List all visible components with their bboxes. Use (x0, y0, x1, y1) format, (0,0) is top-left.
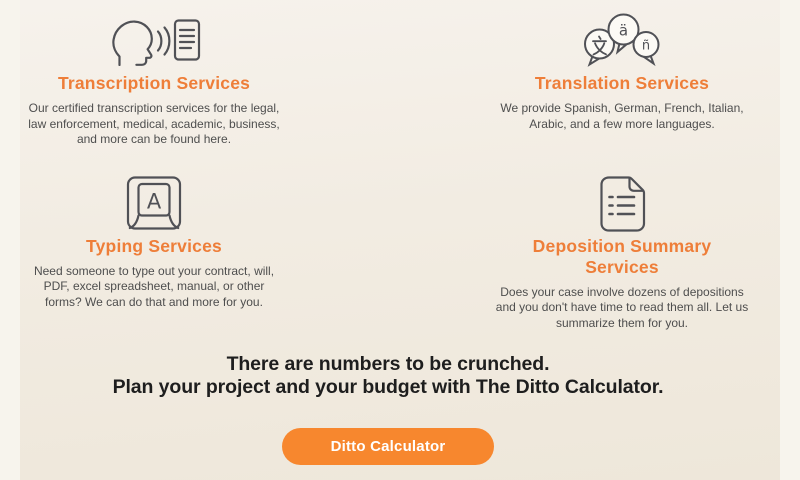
language-speech-bubbles-icon (478, 15, 766, 67)
char-a-umlaut: ä (618, 21, 629, 40)
document-checklist-icon (478, 178, 766, 230)
speaking-head-outline (113, 22, 151, 65)
service-card-translation (478, 15, 766, 148)
services-row-bottom (8, 178, 768, 332)
cta-line-1: There are numbers to be crunched. (226, 353, 550, 375)
sound-wave-inner (158, 32, 161, 51)
sound-wave-outer (165, 28, 170, 55)
service-title-translation: Translation Services (534, 73, 710, 93)
ditto-calculator-button[interactable]: Ditto Calculator (282, 428, 494, 465)
char-n-tilde: ñ (641, 38, 651, 54)
document-outline (175, 21, 199, 60)
checklist-lines (610, 197, 635, 214)
summary-document-outline (602, 177, 645, 230)
service-card-deposition (478, 178, 766, 332)
service-description-transcription: Our certified transcription services for the legal, law enforcement, medical, academic, business, and more can be found here. (28, 101, 280, 146)
services-row-top (8, 0, 768, 148)
calculator-cta (8, 353, 768, 399)
document-text-lines (180, 30, 194, 48)
key-letter: A (146, 189, 162, 213)
content-wrapper (8, 0, 768, 465)
keyboard-key-icon (10, 178, 298, 230)
service-title-transcription: Transcription Services (57, 73, 251, 93)
service-description-deposition: Does your case involve dozens of depositions and you don't have time to read them all. Let us summarize them for you. (495, 284, 749, 330)
service-description-typing: Need someone to type out your contract, will, PDF, excel spreadsheet, manual, or other forms? We can do that and more for you. (33, 263, 275, 309)
service-description-translation: We provide Spanish, German, French, Italian, Arabic, and a few more languages. (500, 101, 744, 131)
head-speaking-to-document-icon (10, 15, 298, 67)
service-title-typing: Typing Services (86, 235, 222, 256)
cta-line-2: Plan your project and your budget with The Ditto Calculator. (112, 376, 664, 398)
service-card-typing (10, 178, 298, 332)
service-title-deposition: Deposition Summary Services (532, 235, 712, 277)
service-card-transcription (10, 15, 298, 148)
